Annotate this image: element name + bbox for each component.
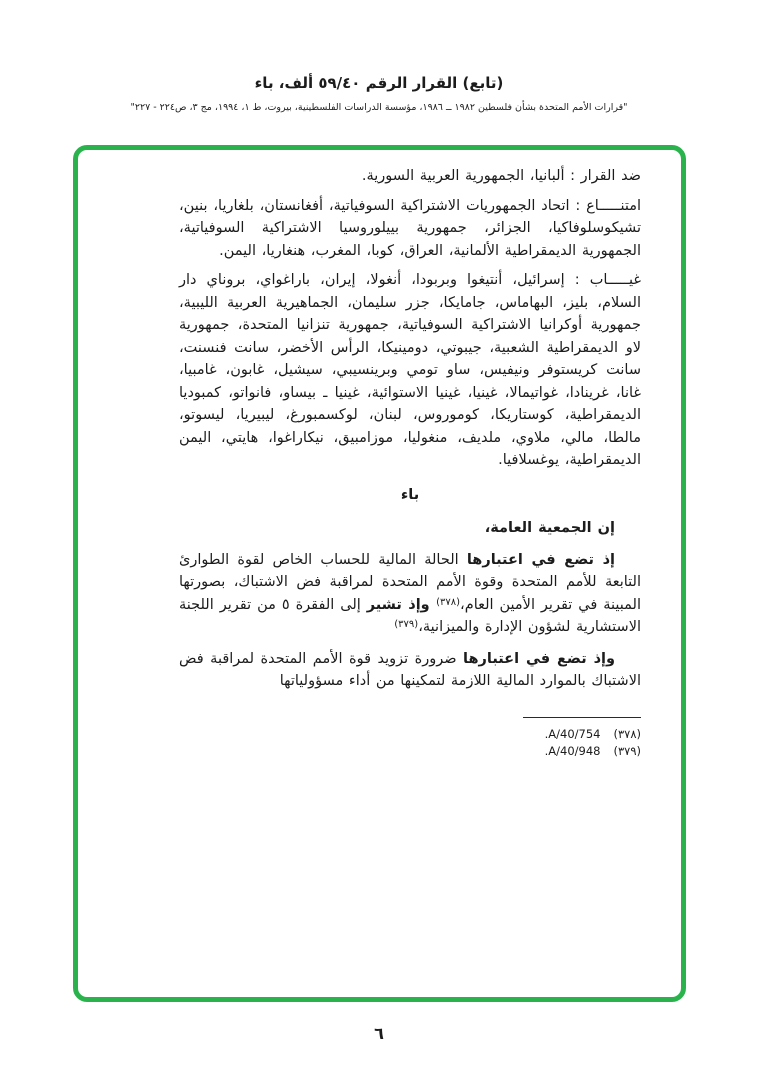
- para1-text-a: الحالة المالية للحساب الخاص لقوة الطوارئ التابعة للأمم المتحدة وقوة الأمم المتحدة لمراقبة فض الاشتباك، بصورتها المبينة في تقرير الأمين العام،: [179, 551, 641, 613]
- footnotes-block: [179, 717, 641, 761]
- footnote-item-379: [179, 743, 641, 761]
- footnote-number: (٣٧٨): [613, 726, 641, 741]
- resolution-body: [179, 165, 641, 761]
- page-number: ٦: [374, 1024, 384, 1043]
- against-label: ضد القرار :: [564, 168, 641, 184]
- assembly-intro: إن الجمعية العامة،: [484, 520, 615, 536]
- para2-text: ضرورة تزويد قوة الأمم المتحدة لمراقبة فض الاشتباك بالموارد المالية اللازمة لتمكينها من أداء مسؤولياتها: [179, 650, 641, 689]
- resolution-title: (تابع) القرار الرقم ٥٩/٤٠ ألف، باء: [254, 74, 504, 92]
- footnote-marker-379: (٣٧٩): [394, 619, 419, 630]
- document-header: [0, 74, 758, 113]
- para1-lead-recalling: وإذ تشير: [366, 596, 437, 613]
- footnote-ref: A/40/948.: [544, 744, 601, 758]
- absent-paragraph: [179, 269, 641, 472]
- footnote-marker-378: (٣٧٨): [436, 596, 461, 608]
- against-countries: ألبانيا، الجمهورية العربية السورية.: [361, 168, 565, 184]
- against-paragraph: [179, 165, 641, 188]
- para2-lead: وإذ تضع في اعتبارها: [463, 650, 615, 667]
- abstain-countries: اتحاد الجمهوريات الاشتراكية السوفياتية، أفغانستان، بلغاريا، بنين، تشيكوسلوفاكيا، الجزائر، جمهورية بييلوروسيا الاشتراكية السوفياتية، الجمهورية الديمقراطية الألمانية، العراق، كوبا، المغرب، هنغاريا، اليمن.: [179, 197, 641, 259]
- footnote-number: (٣٧٩): [613, 744, 641, 758]
- source-citation: "قرارات الأمم المتحدة بشأن فلسطين ١٩٨٢ ــ ١٩٨٦، مؤسسة الدراسات الفلسطينية، بيروت، ط ١، ١٩٩٤، مج ٣، ص٢٢٤ - ٢٢٧": [130, 102, 628, 113]
- footnote-item-378: [179, 726, 641, 744]
- para1-lead: إذ تضع في اعتبارها: [466, 551, 615, 568]
- section-heading-baa: باء: [400, 486, 420, 503]
- abstain-label: امتنـــــاع :: [569, 197, 641, 214]
- para1-text-b: إلى الفقرة ٥ من تقرير اللجنة الاستشارية لشؤون الإدارة والميزانية،: [179, 596, 641, 635]
- green-content-frame: [73, 145, 686, 1002]
- absent-countries: إسرائيل، أنتيغوا وبربودا، أنغولا، إيران، باراغواي، بروناي دار السلام، بليز، البهاماس، جامايكا، جزر سليمان، الجماهيرية العربية الليبية، جمهورية أوكرانيا الاشتراكية السوفياتية، جمهورية تنزانيا المتحدة، جمهورية لاو الديمقراطية الشعبية، جيبوتي، دومينيكا، الرأس الأخضر، سانت فنسنت، سانت كريستوفر ونيفيس، ساو تومي وبرينسيبي، سيشيل، غابون، غامبيا، غانا، غرينادا، غواتيمالا، غينيا، غينيا الاستوائية، غينيا ـ بيساو، فانواتو، كمبوديا الديمقراطية، كوستاريكا، كوموروس، لبنان، لوكسمبورغ، ليبيريا، ليسوتو، مالطا، مالي، ملاوي، ملديف، منغوليا، موزامبيق، نيكاراغوا، هايتي، اليمن الديمقراطية، يوغسلافيا.: [179, 272, 641, 468]
- absent-label: غيـــــاب :: [564, 272, 641, 288]
- abstain-paragraph: [179, 195, 641, 263]
- footnote-ref: A/40/754.: [544, 726, 601, 741]
- paragraph-considering: [179, 549, 641, 639]
- footnote-separator: [523, 717, 641, 718]
- paragraph-bearing-in-mind: [179, 648, 641, 693]
